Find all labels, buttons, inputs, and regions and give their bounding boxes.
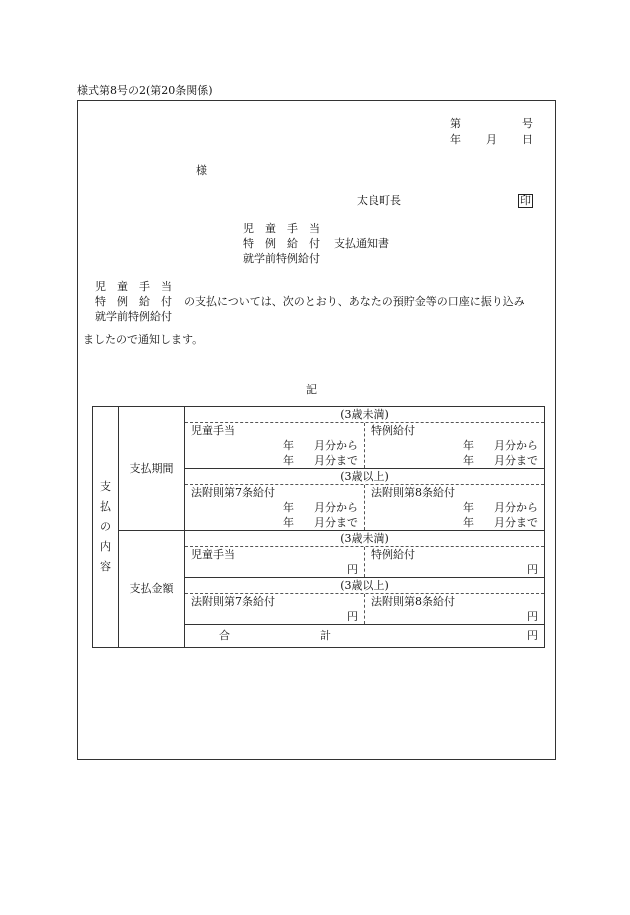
cell-label: 法附則第7条給付 — [191, 486, 275, 499]
vertical-char: 容 — [100, 560, 111, 573]
number-prefix: 第 — [450, 117, 461, 130]
ki-heading: 記 — [306, 383, 317, 396]
yen-label: 円 — [527, 610, 538, 623]
period-content — [185, 407, 545, 531]
yen-label: 円 — [527, 629, 538, 642]
cell-label: 特例給付 — [371, 424, 415, 437]
title-line-3: 就学前特例給付 — [243, 252, 320, 265]
amount-under3-row — [185, 547, 544, 578]
period-special-benefit — [365, 423, 544, 468]
body-item-3: 就学前特例給付 — [95, 310, 172, 323]
yen-label: 円 — [527, 563, 538, 576]
date-day: 日 — [522, 133, 533, 146]
month-to-label: 月分まで — [494, 516, 538, 529]
title-suffix: 支払通知書 — [334, 237, 389, 250]
cell-label: 児童手当 — [191, 548, 235, 561]
form-label: 様式第8号の2(第20条関係) — [77, 84, 213, 97]
over3-heading: (3歳以上) — [185, 578, 544, 594]
amount-content — [185, 531, 545, 648]
amount-art7 — [185, 594, 365, 624]
total-row — [185, 625, 544, 647]
under3-heading: (3歳未満) — [185, 531, 544, 547]
year-label: 年 — [463, 454, 474, 467]
year-label: 年 — [283, 516, 294, 529]
yen-label: 円 — [347, 563, 358, 576]
period-child-allowance — [185, 423, 365, 468]
vertical-char: の — [100, 520, 111, 533]
month-to-label: 月分まで — [314, 454, 358, 467]
cell-label: 法附則第8条給付 — [371, 595, 455, 608]
month-from-label: 月分から — [494, 439, 538, 452]
cell-label: 特例給付 — [371, 548, 415, 561]
body-text: の支払については、次のとおり、あなたの預貯金等の口座に振り込み — [184, 295, 525, 308]
under3-heading: (3歳未満) — [185, 407, 544, 423]
cell-label: 法附則第8条給付 — [371, 486, 455, 499]
title-line-2: 特 例 給 付 — [243, 237, 320, 250]
body-closing: ましたので通知します。 — [83, 333, 204, 346]
cell-label: 児童手当 — [191, 424, 235, 437]
date-year: 年 — [450, 133, 461, 146]
body-item-2: 特 例 給 付 — [95, 295, 172, 308]
vertical-char: 内 — [100, 540, 111, 553]
period-art7 — [185, 485, 365, 530]
month-to-label: 月分まで — [314, 516, 358, 529]
year-label: 年 — [463, 439, 474, 452]
year-label: 年 — [463, 516, 474, 529]
year-label: 年 — [283, 501, 294, 514]
month-from-label: 月分から — [314, 439, 358, 452]
title-line-1: 児 童 手 当 — [243, 222, 320, 235]
number-suffix: 号 — [522, 117, 533, 130]
total-label-left: 合 — [219, 629, 230, 642]
period-label: 支払期間 — [119, 407, 185, 531]
payment-table — [92, 406, 545, 648]
over3-heading: (3歳以上) — [185, 469, 544, 485]
amount-label: 支払金額 — [119, 531, 185, 648]
month-from-label: 月分から — [314, 501, 358, 514]
vertical-heading — [93, 407, 119, 648]
vertical-char: 支 — [100, 480, 111, 493]
date-month: 月 — [486, 133, 497, 146]
body-item-1: 児 童 手 当 — [95, 280, 172, 293]
vertical-char: 払 — [100, 500, 111, 513]
seal-mark: 印 — [520, 194, 531, 207]
amount-special-benefit — [365, 547, 544, 577]
amount-child-allowance — [185, 547, 365, 577]
year-label: 年 — [283, 454, 294, 467]
month-from-label: 月分から — [494, 501, 538, 514]
month-to-label: 月分まで — [494, 454, 538, 467]
period-under3-row — [185, 423, 544, 469]
yen-label: 円 — [347, 610, 358, 623]
period-over3-row — [185, 485, 544, 530]
amount-art8 — [365, 594, 544, 624]
year-label: 年 — [283, 439, 294, 452]
issuer: 太良町長 — [357, 194, 401, 207]
cell-label: 法附則第7条給付 — [191, 595, 275, 608]
amount-over3-row — [185, 594, 544, 625]
period-art8 — [365, 485, 544, 530]
recipient-suffix: 様 — [196, 164, 207, 177]
total-label-right: 計 — [320, 629, 331, 642]
year-label: 年 — [463, 501, 474, 514]
